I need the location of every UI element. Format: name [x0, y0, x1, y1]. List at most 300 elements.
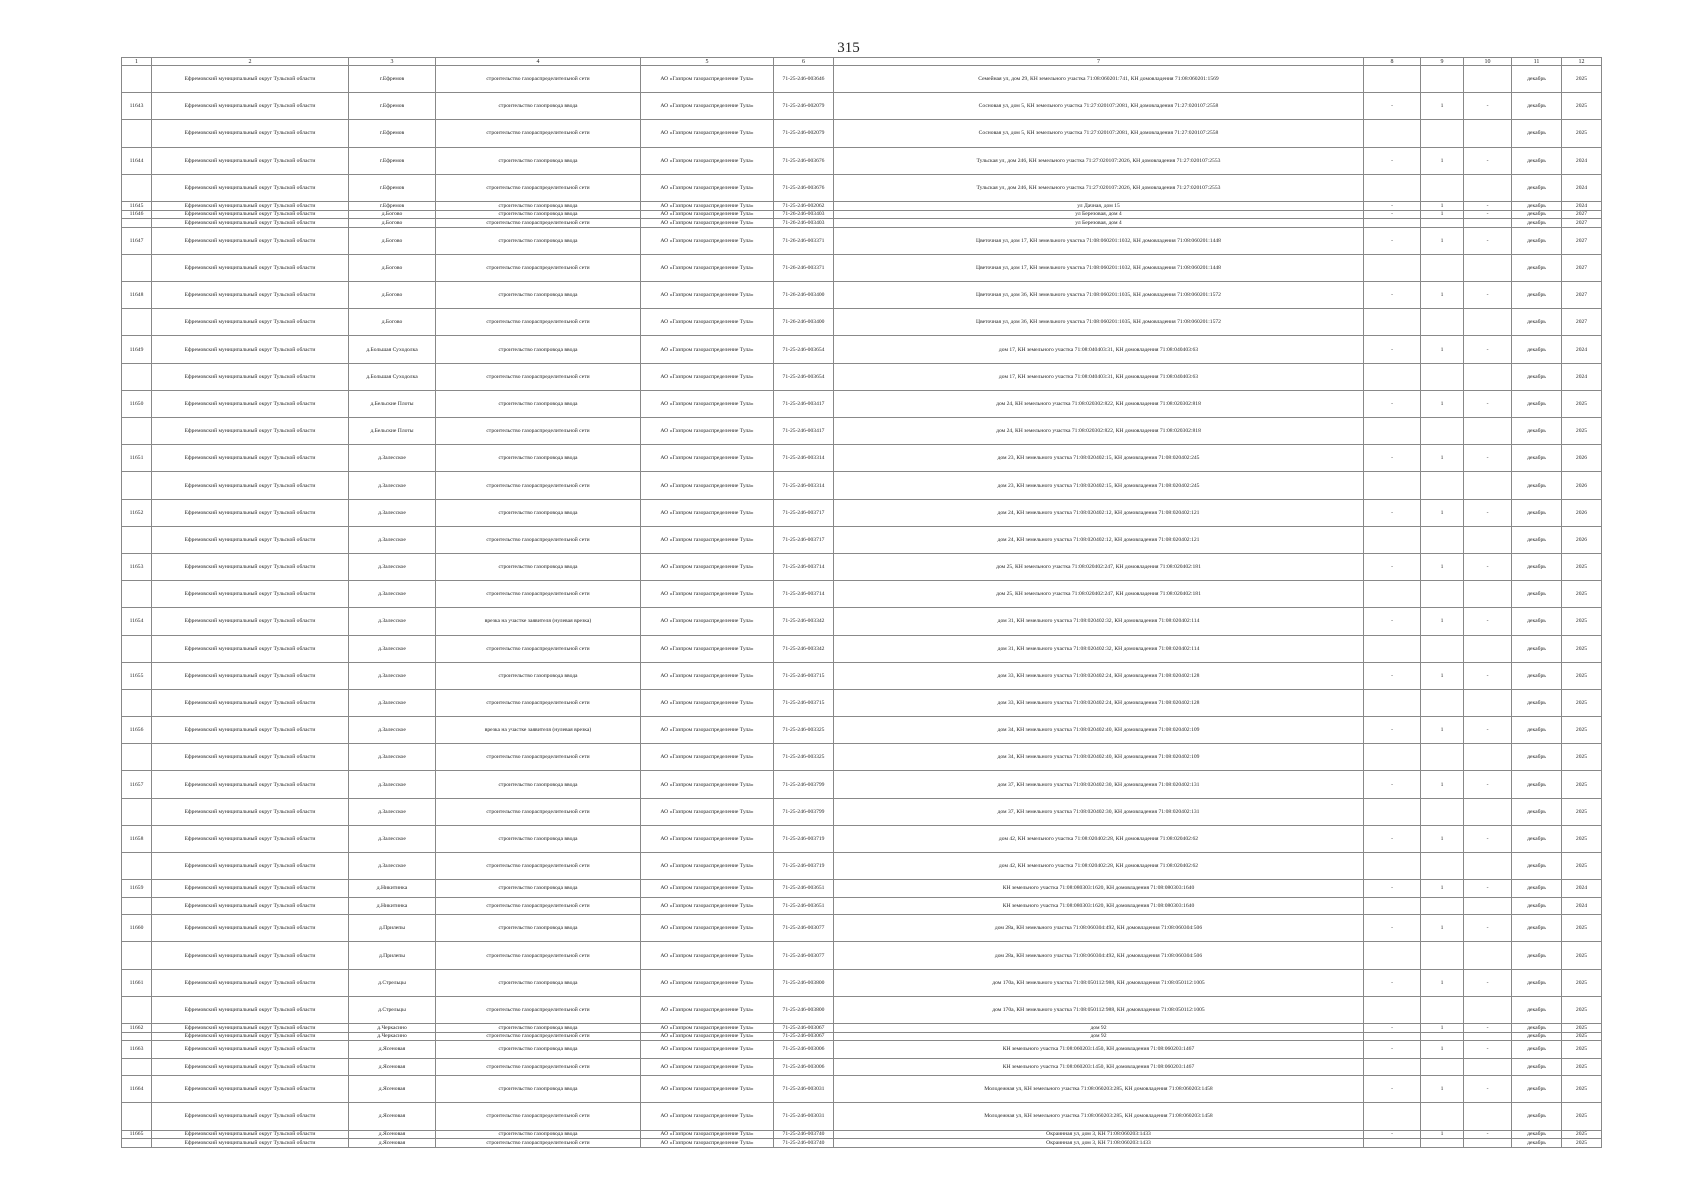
cell-settlement: д.Прилепы: [349, 942, 436, 969]
cell-year: 2026: [1562, 499, 1602, 526]
cell-organization: АО «Газпром газораспределение Тула»: [641, 147, 774, 174]
cell-year: 2024: [1562, 336, 1602, 363]
cell-work-type: строительство газопровода ввода: [436, 1023, 641, 1032]
cell-year: 2027: [1562, 282, 1602, 309]
cell-year: 2027: [1562, 309, 1602, 336]
cell-month: декабрь: [1512, 390, 1562, 417]
cell-work-type: строительство газораспределительной сети: [436, 472, 641, 499]
cell-row-number: 11653: [122, 553, 152, 580]
cell-municipality: Ефремовский муниципальный округ Тульской области: [152, 969, 349, 996]
cell-organization: АО «Газпром газораспределение Тула»: [641, 825, 774, 852]
cell-work-type: строительство газораспределительной сети: [436, 120, 641, 147]
cell-work-type: строительство газопровода ввода: [436, 93, 641, 120]
cell-municipality: Ефремовский муниципальный округ Тульской области: [152, 227, 349, 254]
cell-col-10: -: [1464, 445, 1512, 472]
cell-year: 2025: [1562, 798, 1602, 825]
cell-municipality: Ефремовский муниципальный округ Тульской области: [152, 635, 349, 662]
cell-address: Тульская ул, дом 246, КН земельного участка 71:27:020107:2026, КН домовладения 71:27:020107:2553: [834, 147, 1364, 174]
cell-address: Семейная ул, дом 29, КН земельного участка 71:08:060201:741, КН домовладения 71:08:060201:1569: [834, 66, 1364, 93]
cell-year: 2025: [1562, 1130, 1602, 1139]
header-cell-4: 4: [436, 58, 641, 66]
header-cell-6: 6: [774, 58, 834, 66]
table-row: [122, 581, 1602, 608]
cell-organization: АО «Газпром газораспределение Тула»: [641, 581, 774, 608]
cell-settlement: д.Богово: [349, 210, 436, 219]
cell-month: декабрь: [1512, 1139, 1562, 1148]
cell-year: 2025: [1562, 689, 1602, 716]
cell-settlement: д.Стрельцы: [349, 969, 436, 996]
table-row: [122, 1076, 1602, 1103]
cell-year: 2027: [1562, 219, 1602, 228]
cell-col-9: 1: [1421, 282, 1464, 309]
cell-col-10: -: [1464, 93, 1512, 120]
cell-year: 2027: [1562, 254, 1602, 281]
cell-col-9: 1: [1421, 915, 1464, 942]
cell-year: 2024: [1562, 363, 1602, 390]
cell-address: КН земельного участка 71:08:060203:1450, КН домовладения 71:08:060203:1467: [834, 1041, 1364, 1059]
cell-month: декабрь: [1512, 254, 1562, 281]
cell-col-10: [1464, 174, 1512, 201]
cell-year: 2025: [1562, 969, 1602, 996]
cell-municipality: Ефремовский муниципальный округ Тульской области: [152, 309, 349, 336]
cell-municipality: Ефремовский муниципальный округ Тульской области: [152, 1130, 349, 1139]
table-row: [122, 210, 1602, 219]
cell-year: 2025: [1562, 825, 1602, 852]
cell-month: декабрь: [1512, 363, 1562, 390]
cell-work-type: строительство газопровода ввода: [436, 201, 641, 210]
table-row: [122, 608, 1602, 635]
cell-row-number: [122, 174, 152, 201]
data-table: [121, 57, 1602, 1148]
cell-col-9: [1421, 798, 1464, 825]
cell-settlement: д.Никитинка: [349, 880, 436, 898]
cell-settlement: д.Бельские Плоты: [349, 390, 436, 417]
cell-col-10: -: [1464, 227, 1512, 254]
cell-municipality: Ефремовский муниципальный округ Тульской области: [152, 363, 349, 390]
cell-municipality: Ефремовский муниципальный округ Тульской области: [152, 93, 349, 120]
cell-application-number: 71-25-246-003651: [774, 897, 834, 915]
cell-col-9: [1421, 309, 1464, 336]
cell-row-number: [122, 744, 152, 771]
cell-month: декабрь: [1512, 717, 1562, 744]
cell-col-8: -: [1364, 1076, 1421, 1103]
cell-organization: АО «Газпром газораспределение Тула»: [641, 662, 774, 689]
cell-row-number: 11664: [122, 1076, 152, 1103]
cell-month: декабрь: [1512, 309, 1562, 336]
cell-settlement: д.Богово: [349, 309, 436, 336]
cell-organization: АО «Газпром газораспределение Тула»: [641, 418, 774, 445]
cell-work-type: строительство газопровода ввода: [436, 147, 641, 174]
cell-address: дом 33, КН земельного участка 71:08:020402:24, КН домовладения 71:08:020402:128: [834, 689, 1364, 716]
cell-col-9: 1: [1421, 825, 1464, 852]
cell-organization: АО «Газпром газораспределение Тула»: [641, 635, 774, 662]
cell-col-10: [1464, 526, 1512, 553]
cell-application-number: 71-25-246-003800: [774, 969, 834, 996]
cell-col-8: -: [1364, 227, 1421, 254]
cell-col-10: -: [1464, 282, 1512, 309]
cell-col-9: 1: [1421, 608, 1464, 635]
cell-col-10: -: [1464, 1041, 1512, 1059]
cell-address: КН земельного участка 71:08:060203:1450, КН домовладения 71:08:060203:1467: [834, 1058, 1364, 1076]
cell-application-number: 71-25-246-003717: [774, 499, 834, 526]
table-row: [122, 798, 1602, 825]
table-row: [122, 201, 1602, 210]
cell-month: декабрь: [1512, 662, 1562, 689]
cell-work-type: врезка на участке заявителя (нулевая врезка): [436, 717, 641, 744]
cell-col-10: [1464, 120, 1512, 147]
cell-work-type: строительство газораспределительной сети: [436, 1103, 641, 1130]
cell-col-9: [1421, 254, 1464, 281]
cell-municipality: Ефремовский муниципальный округ Тульской области: [152, 897, 349, 915]
cell-settlement: г.Ефремов: [349, 120, 436, 147]
cell-address: дом 24, КН земельного участка 71:08:020302:822, КН домовладения 71:08:020302:818: [834, 390, 1364, 417]
cell-organization: АО «Газпром газораспределение Тула»: [641, 66, 774, 93]
cell-month: декабрь: [1512, 147, 1562, 174]
cell-application-number: 71-25-246-003719: [774, 825, 834, 852]
table-row: [122, 825, 1602, 852]
cell-application-number: 71-25-246-003325: [774, 744, 834, 771]
cell-year: 2025: [1562, 93, 1602, 120]
cell-address: Молодежная ул, КН земельного участка 71:08:060203:285, КН домовладения 71:08:060203:1458: [834, 1103, 1364, 1130]
cell-municipality: Ефремовский муниципальный округ Тульской области: [152, 1058, 349, 1076]
cell-year: 2025: [1562, 1041, 1602, 1059]
cell-application-number: 71-25-246-003314: [774, 472, 834, 499]
cell-month: декабрь: [1512, 915, 1562, 942]
cell-address: Тульская ул, дом 246, КН земельного участка 71:27:020107:2026, КН домовладения 71:27:020107:2553: [834, 174, 1364, 201]
cell-row-number: 11662: [122, 1023, 152, 1032]
cell-month: декабрь: [1512, 798, 1562, 825]
cell-year: 2025: [1562, 1139, 1602, 1148]
cell-settlement: д.Богово: [349, 254, 436, 281]
cell-row-number: 11661: [122, 969, 152, 996]
cell-col-10: -: [1464, 210, 1512, 219]
cell-municipality: Ефремовский муниципальный округ Тульской области: [152, 66, 349, 93]
cell-municipality: Ефремовский муниципальный округ Тульской области: [152, 1076, 349, 1103]
cell-col-9: [1421, 472, 1464, 499]
cell-col-10: [1464, 744, 1512, 771]
table-row: [122, 897, 1602, 915]
cell-work-type: строительство газопровода ввода: [436, 969, 641, 996]
cell-municipality: Ефремовский муниципальный округ Тульской области: [152, 771, 349, 798]
cell-year: 2025: [1562, 1076, 1602, 1103]
cell-col-8: [1364, 853, 1421, 880]
cell-application-number: 71-25-246-003006: [774, 1041, 834, 1059]
cell-settlement: д.Залесское: [349, 771, 436, 798]
cell-col-9: 1: [1421, 553, 1464, 580]
cell-settlement: д.Залесское: [349, 445, 436, 472]
cell-row-number: 11658: [122, 825, 152, 852]
cell-col-10: [1464, 1032, 1512, 1041]
cell-work-type: строительство газораспределительной сети: [436, 66, 641, 93]
cell-col-9: [1421, 689, 1464, 716]
cell-col-8: -: [1364, 336, 1421, 363]
cell-application-number: 71-25-246-003799: [774, 798, 834, 825]
cell-col-10: [1464, 363, 1512, 390]
cell-settlement: д.Залесское: [349, 499, 436, 526]
cell-organization: АО «Газпром газораспределение Тула»: [641, 120, 774, 147]
cell-year: 2025: [1562, 66, 1602, 93]
cell-address: дом 23, КН земельного участка 71:08:020402:15, КН домовладения 71:08:020402:245: [834, 445, 1364, 472]
table-row: [122, 526, 1602, 553]
cell-col-9: [1421, 418, 1464, 445]
cell-work-type: строительство газораспределительной сети: [436, 363, 641, 390]
cell-col-9: 1: [1421, 499, 1464, 526]
cell-application-number: 71-26-246-003371: [774, 227, 834, 254]
cell-year: 2026: [1562, 445, 1602, 472]
cell-application-number: 71-25-246-003654: [774, 363, 834, 390]
cell-organization: АО «Газпром газораспределение Тула»: [641, 309, 774, 336]
cell-col-10: -: [1464, 147, 1512, 174]
cell-year: 2025: [1562, 744, 1602, 771]
table-row: [122, 635, 1602, 662]
cell-month: декабрь: [1512, 853, 1562, 880]
cell-col-10: [1464, 1058, 1512, 1076]
cell-col-9: 1: [1421, 390, 1464, 417]
page-number: 315: [837, 40, 860, 56]
cell-year: 2025: [1562, 608, 1602, 635]
cell-application-number: 71-25-246-003654: [774, 336, 834, 363]
cell-row-number: [122, 219, 152, 228]
cell-row-number: [122, 309, 152, 336]
cell-col-9: [1421, 581, 1464, 608]
cell-month: декабрь: [1512, 1032, 1562, 1041]
cell-settlement: д.Большая Суходолка: [349, 336, 436, 363]
cell-col-10: [1464, 798, 1512, 825]
cell-col-10: [1464, 853, 1512, 880]
cell-organization: АО «Газпром газораспределение Тула»: [641, 93, 774, 120]
cell-work-type: строительство газораспределительной сети: [436, 309, 641, 336]
cell-municipality: Ефремовский муниципальный округ Тульской области: [152, 825, 349, 852]
cell-col-8: -: [1364, 717, 1421, 744]
cell-settlement: д.Залесское: [349, 744, 436, 771]
cell-work-type: строительство газопровода ввода: [436, 553, 641, 580]
cell-col-10: -: [1464, 336, 1512, 363]
cell-month: декабрь: [1512, 1076, 1562, 1103]
cell-month: декабрь: [1512, 553, 1562, 580]
cell-address: дом 28а, КН земельного участка 71:08:060304:492, КН домовладения 71:08:060304:506: [834, 942, 1364, 969]
cell-col-10: -: [1464, 1130, 1512, 1139]
cell-settlement: д.Залесское: [349, 472, 436, 499]
cell-organization: АО «Газпром газораспределение Тула»: [641, 201, 774, 210]
cell-year: 2026: [1562, 526, 1602, 553]
cell-address: дом 42, КН земельного участка 71:08:020402:28, КН домовладения 71:08:020402:62: [834, 853, 1364, 880]
cell-col-9: [1421, 66, 1464, 93]
cell-organization: АО «Газпром газораспределение Тула»: [641, 1076, 774, 1103]
cell-row-number: [122, 635, 152, 662]
cell-address: дом 28а, КН земельного участка 71:08:060304:492, КН домовладения 71:08:060304:506: [834, 915, 1364, 942]
cell-month: декабрь: [1512, 445, 1562, 472]
cell-application-number: 71-25-246-003342: [774, 635, 834, 662]
cell-organization: АО «Газпром газораспределение Тула»: [641, 390, 774, 417]
cell-address: дом 37, КН земельного участка 71:08:020402:30, КН домовладения 71:08:020402:131: [834, 771, 1364, 798]
cell-address: Цветочная ул, дом 36, КН земельного участка 71:08:060201:1035, КН домовладения 71:08:060201:1572: [834, 282, 1364, 309]
cell-work-type: строительство газораспределительной сети: [436, 1058, 641, 1076]
cell-row-number: 11659: [122, 880, 152, 898]
table-row: [122, 969, 1602, 996]
cell-work-type: врезка на участке заявителя (нулевая врезка): [436, 608, 641, 635]
cell-settlement: д.Залесское: [349, 526, 436, 553]
cell-col-10: -: [1464, 499, 1512, 526]
table-row: [122, 880, 1602, 898]
cell-year: 2025: [1562, 553, 1602, 580]
cell-row-number: [122, 526, 152, 553]
cell-col-8: [1364, 1058, 1421, 1076]
cell-row-number: 11652: [122, 499, 152, 526]
cell-row-number: 11645: [122, 201, 152, 210]
cell-row-number: 11655: [122, 662, 152, 689]
cell-address: дом 31, КН земельного участка 71:08:020402:32, КН домовладения 71:08:020402:114: [834, 635, 1364, 662]
cell-year: 2025: [1562, 1023, 1602, 1032]
cell-municipality: Ефремовский муниципальный округ Тульской области: [152, 942, 349, 969]
cell-row-number: [122, 581, 152, 608]
cell-organization: АО «Газпром газораспределение Тула»: [641, 880, 774, 898]
cell-municipality: Ефремовский муниципальный округ Тульской области: [152, 1041, 349, 1059]
cell-address: дом 24, КН земельного участка 71:08:020302:822, КН домовладения 71:08:020302:818: [834, 418, 1364, 445]
cell-address: дом 31, КН земельного участка 71:08:020402:32, КН домовладения 71:08:020402:114: [834, 608, 1364, 635]
cell-address: ул Дачная, дом 15: [834, 201, 1364, 210]
cell-year: 2025: [1562, 390, 1602, 417]
cell-settlement: д.Черкасино: [349, 1032, 436, 1041]
cell-organization: АО «Газпром газораспределение Тула»: [641, 717, 774, 744]
cell-col-8: -: [1364, 608, 1421, 635]
cell-col-10: [1464, 66, 1512, 93]
cell-settlement: г.Ефремов: [349, 174, 436, 201]
cell-settlement: д.Ясеновая: [349, 1058, 436, 1076]
table-row: [122, 147, 1602, 174]
table-row: [122, 499, 1602, 526]
cell-address: Цветочная ул, дом 36, КН земельного участка 71:08:060201:1035, КН домовладения 71:08:060201:1572: [834, 309, 1364, 336]
cell-col-10: [1464, 309, 1512, 336]
cell-row-number: [122, 1139, 152, 1148]
cell-row-number: 11660: [122, 915, 152, 942]
cell-col-8: [1364, 472, 1421, 499]
cell-organization: АО «Газпром газораспределение Тула»: [641, 897, 774, 915]
cell-col-10: -: [1464, 915, 1512, 942]
cell-address: КН земельного участка 71:08:080303:1620, КН домовладения 71:08:080303:1640: [834, 880, 1364, 898]
header-cell-1: 1: [122, 58, 152, 66]
cell-municipality: Ефремовский муниципальный округ Тульской области: [152, 418, 349, 445]
table-row: [122, 309, 1602, 336]
cell-col-8: -: [1364, 282, 1421, 309]
cell-row-number: 11656: [122, 717, 152, 744]
cell-col-8: [1364, 309, 1421, 336]
cell-month: декабрь: [1512, 174, 1562, 201]
cell-row-number: [122, 120, 152, 147]
cell-address: дом 170а, КН земельного участка 71:08:050112:988, КН домовладения 71:08:050112:1005: [834, 969, 1364, 996]
header-cell-7: 7: [834, 58, 1364, 66]
cell-settlement: д.Залесское: [349, 689, 436, 716]
cell-organization: АО «Газпром газораспределение Тула»: [641, 942, 774, 969]
cell-work-type: строительство газораспределительной сети: [436, 689, 641, 716]
cell-application-number: 71-25-246-003006: [774, 1058, 834, 1076]
cell-work-type: строительство газопровода ввода: [436, 210, 641, 219]
cell-work-type: строительство газопровода ввода: [436, 880, 641, 898]
table-row: [122, 689, 1602, 716]
cell-municipality: Ефремовский муниципальный округ Тульской области: [152, 499, 349, 526]
cell-address: дом 24, КН земельного участка 71:08:020402:12, КН домовладения 71:08:020402:121: [834, 499, 1364, 526]
cell-address: Сосновая ул, дом 5, КН земельного участка 71:27:020107:2081, КН домовладения 71:27:020107:2558: [834, 120, 1364, 147]
cell-col-9: 1: [1421, 717, 1464, 744]
cell-work-type: строительство газораспределительной сети: [436, 853, 641, 880]
cell-application-number: 71-25-246-002062: [774, 201, 834, 210]
cell-col-9: 1: [1421, 1076, 1464, 1103]
cell-col-9: [1421, 219, 1464, 228]
cell-municipality: Ефремовский муниципальный округ Тульской области: [152, 336, 349, 363]
cell-year: 2025: [1562, 662, 1602, 689]
table-row: [122, 363, 1602, 390]
cell-application-number: 71-26-246-003371: [774, 254, 834, 281]
cell-address: дом 42, КН земельного участка 71:08:020402:28, КН домовладения 71:08:020402:62: [834, 825, 1364, 852]
cell-organization: АО «Газпром газораспределение Тула»: [641, 254, 774, 281]
cell-month: декабрь: [1512, 219, 1562, 228]
cell-municipality: Ефремовский муниципальный округ Тульской области: [152, 445, 349, 472]
cell-application-number: 71-25-246-003719: [774, 853, 834, 880]
cell-row-number: 11651: [122, 445, 152, 472]
table-row: [122, 219, 1602, 228]
header-cell-9: 9: [1421, 58, 1464, 66]
cell-municipality: Ефремовский муниципальный округ Тульской области: [152, 915, 349, 942]
cell-col-10: [1464, 996, 1512, 1023]
cell-col-10: -: [1464, 608, 1512, 635]
cell-row-number: [122, 363, 152, 390]
cell-settlement: г.Ефремов: [349, 93, 436, 120]
cell-work-type: строительство газораспределительной сети: [436, 744, 641, 771]
cell-organization: АО «Газпром газораспределение Тула»: [641, 1041, 774, 1059]
cell-address: дом 92: [834, 1032, 1364, 1041]
cell-municipality: Ефремовский муниципальный округ Тульской области: [152, 147, 349, 174]
cell-col-10: [1464, 942, 1512, 969]
cell-work-type: строительство газораспределительной сети: [436, 174, 641, 201]
cell-col-9: 1: [1421, 1041, 1464, 1059]
cell-year: 2025: [1562, 1032, 1602, 1041]
cell-col-8: -: [1364, 390, 1421, 417]
cell-work-type: строительство газораспределительной сети: [436, 1139, 641, 1148]
cell-work-type: строительство газопровода ввода: [436, 445, 641, 472]
cell-col-8: -: [1364, 499, 1421, 526]
cell-organization: АО «Газпром газораспределение Тула»: [641, 1130, 774, 1139]
cell-row-number: 11665: [122, 1130, 152, 1139]
cell-col-9: [1421, 120, 1464, 147]
cell-application-number: 71-25-246-003031: [774, 1076, 834, 1103]
cell-row-number: 11650: [122, 390, 152, 417]
cell-municipality: Ефремовский муниципальный округ Тульской области: [152, 201, 349, 210]
cell-year: 2025: [1562, 418, 1602, 445]
cell-col-9: 1: [1421, 445, 1464, 472]
cell-col-9: 1: [1421, 771, 1464, 798]
cell-month: декабрь: [1512, 526, 1562, 553]
cell-month: декабрь: [1512, 1103, 1562, 1130]
cell-col-9: [1421, 996, 1464, 1023]
cell-work-type: строительство газопровода ввода: [436, 390, 641, 417]
cell-application-number: 71-25-246-003067: [774, 1032, 834, 1041]
table-row: [122, 553, 1602, 580]
cell-application-number: 71-25-246-003800: [774, 996, 834, 1023]
cell-address: дом 33, КН земельного участка 71:08:020402:24, КН домовладения 71:08:020402:128: [834, 662, 1364, 689]
cell-work-type: строительство газораспределительной сети: [436, 996, 641, 1023]
cell-work-type: строительство газопровода ввода: [436, 771, 641, 798]
cell-col-8: -: [1364, 1041, 1421, 1059]
cell-municipality: Ефремовский муниципальный округ Тульской области: [152, 689, 349, 716]
cell-col-8: [1364, 798, 1421, 825]
cell-municipality: Ефремовский муниципальный округ Тульской области: [152, 1023, 349, 1032]
cell-settlement: д.Большая Суходолка: [349, 363, 436, 390]
cell-organization: АО «Газпром газораспределение Тула»: [641, 472, 774, 499]
cell-col-8: [1364, 120, 1421, 147]
cell-address: Окраинная ул, дом 3, КН 71:08:060203:1433: [834, 1130, 1364, 1139]
cell-year: 2025: [1562, 717, 1602, 744]
cell-col-9: [1421, 942, 1464, 969]
cell-settlement: г.Ефремов: [349, 201, 436, 210]
